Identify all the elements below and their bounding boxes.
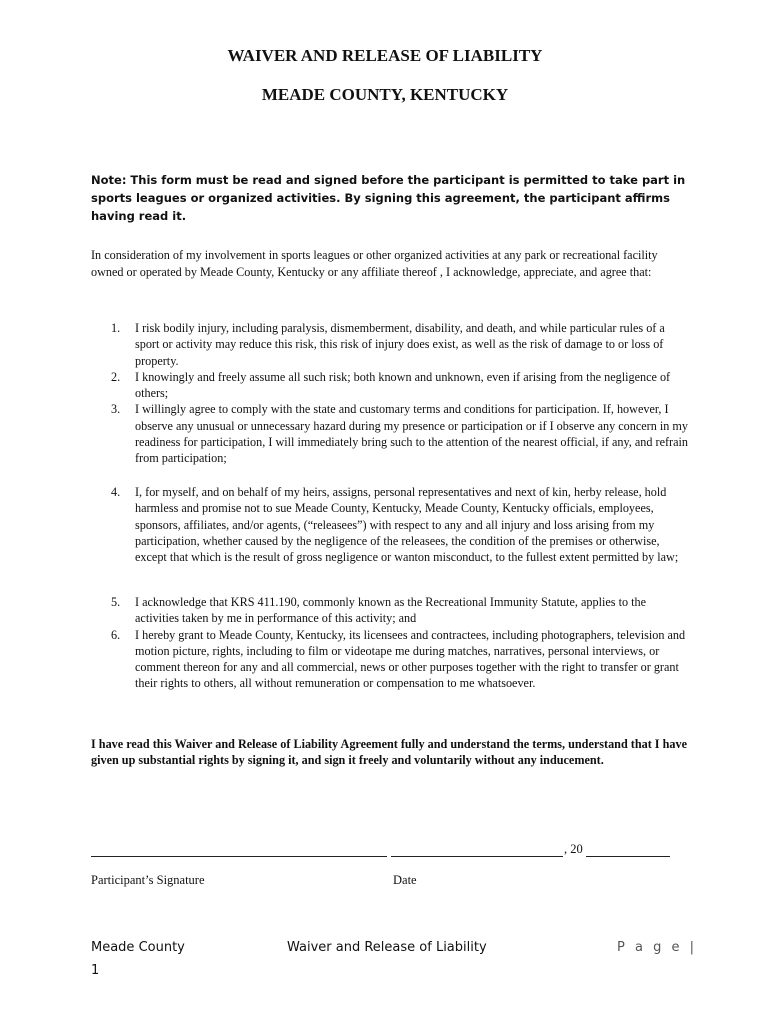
document-subtitle: MEADE COUNTY, KENTUCKY bbox=[261, 85, 509, 104]
footer-page-label: P a g e | bbox=[617, 940, 697, 955]
acknowledgement-paragraph: I have read this Waiver and Release of Liability Agreement fully and understand the terms, understand that I have given up substantial rights by signing it, and sign it freely and voluntarily without any inducement. bbox=[91, 737, 687, 767]
year-prefix: , 20 bbox=[564, 842, 583, 856]
footer-page-number: 1 bbox=[91, 963, 100, 978]
list-item bbox=[91, 401, 691, 466]
item-number: 2. bbox=[111, 369, 121, 384]
item-number: 4. bbox=[111, 485, 121, 499]
signature-line[interactable] bbox=[91, 856, 387, 857]
list-item bbox=[91, 320, 691, 369]
note-paragraph: Note: This form must be read and signed before the participant is permitted to take part in sports leagues or organized activities. By signing this agreement, the participant affirms having read it. bbox=[91, 173, 686, 223]
intro-paragraph: In consideration of my involvement in sports leagues or other organized activities at any park or recreational facility owned or operated by Meade County, Kentucky or any affiliate thereof , I acknowledge, appreciate, and agree that: bbox=[91, 248, 658, 279]
signature-label: Participant’s Signature bbox=[91, 873, 205, 887]
item-number: 5. bbox=[111, 595, 121, 609]
item-text: I willingly agree to comply with the state and customary terms and conditions for participation. If, however, I observe any unusual or unnecessary hazard during my presence or participation or if I observe any concern in my readiness for participation, I will immediately bring such to the attention of the nearest official, if any, and refrain from participation; bbox=[135, 402, 688, 466]
item-text: I hereby grant to Meade County, Kentucky, its licensees and contractees, including photographers, television and motion picture, rights, including to film or videotape me during matches, narratives, personal interviews, or comment thereon for any and all commercial, news or other purposes together with the right to transfer or grant their rights to others, all without remuneration or compensation to me whatsoever. bbox=[135, 627, 686, 691]
date-label: Date bbox=[393, 873, 417, 887]
list-item bbox=[91, 369, 691, 402]
list-item bbox=[91, 484, 691, 565]
item-number: 3. bbox=[111, 402, 121, 417]
terms-list bbox=[91, 320, 691, 467]
footer-center: Waiver and Release of Liability bbox=[287, 940, 487, 955]
list-item bbox=[91, 627, 691, 692]
terms-list bbox=[91, 484, 691, 565]
list-item bbox=[91, 594, 691, 627]
item-number: 6. bbox=[111, 627, 121, 642]
item-text: I knowingly and freely assume all such risk; both known and unknown, even if arising from the negligence of others; bbox=[135, 369, 671, 401]
year-line[interactable] bbox=[586, 856, 670, 857]
item-text: I, for myself, and on behalf of my heirs, assigns, personal representatives and next of kin, herby release, hold harmless and promise not to sue Meade County, Kentucky, Meade County, Kentucky officials, employees, sponsors, affiliates, and/or agents, (“releasees”) with respect to any and all injury and loss arising from my participation, whether caused by the negligence of the releasees, the condition of the premises or otherwise, except that which is the result of gross negligence or wanton misconduct, to the fullest extent permitted by law; bbox=[135, 485, 679, 565]
item-text: I risk bodily injury, including paralysis, dismemberment, disability, and death, and while particular rules of a sport or activity may reduce this risk, this risk of injury does exist, as well as the risk of damage to or loss of property. bbox=[135, 321, 665, 368]
document-title: WAIVER AND RELEASE OF LIABILITY bbox=[227, 46, 543, 65]
footer-left: Meade County bbox=[91, 940, 185, 955]
item-text: I acknowledge that KRS 411.190, commonly known as the Recreational Immunity Statute, applies to the activities taken by me in performance of this activity; and bbox=[135, 595, 646, 626]
terms-list bbox=[91, 594, 691, 692]
date-line[interactable] bbox=[391, 856, 563, 857]
item-number: 1. bbox=[111, 321, 121, 335]
